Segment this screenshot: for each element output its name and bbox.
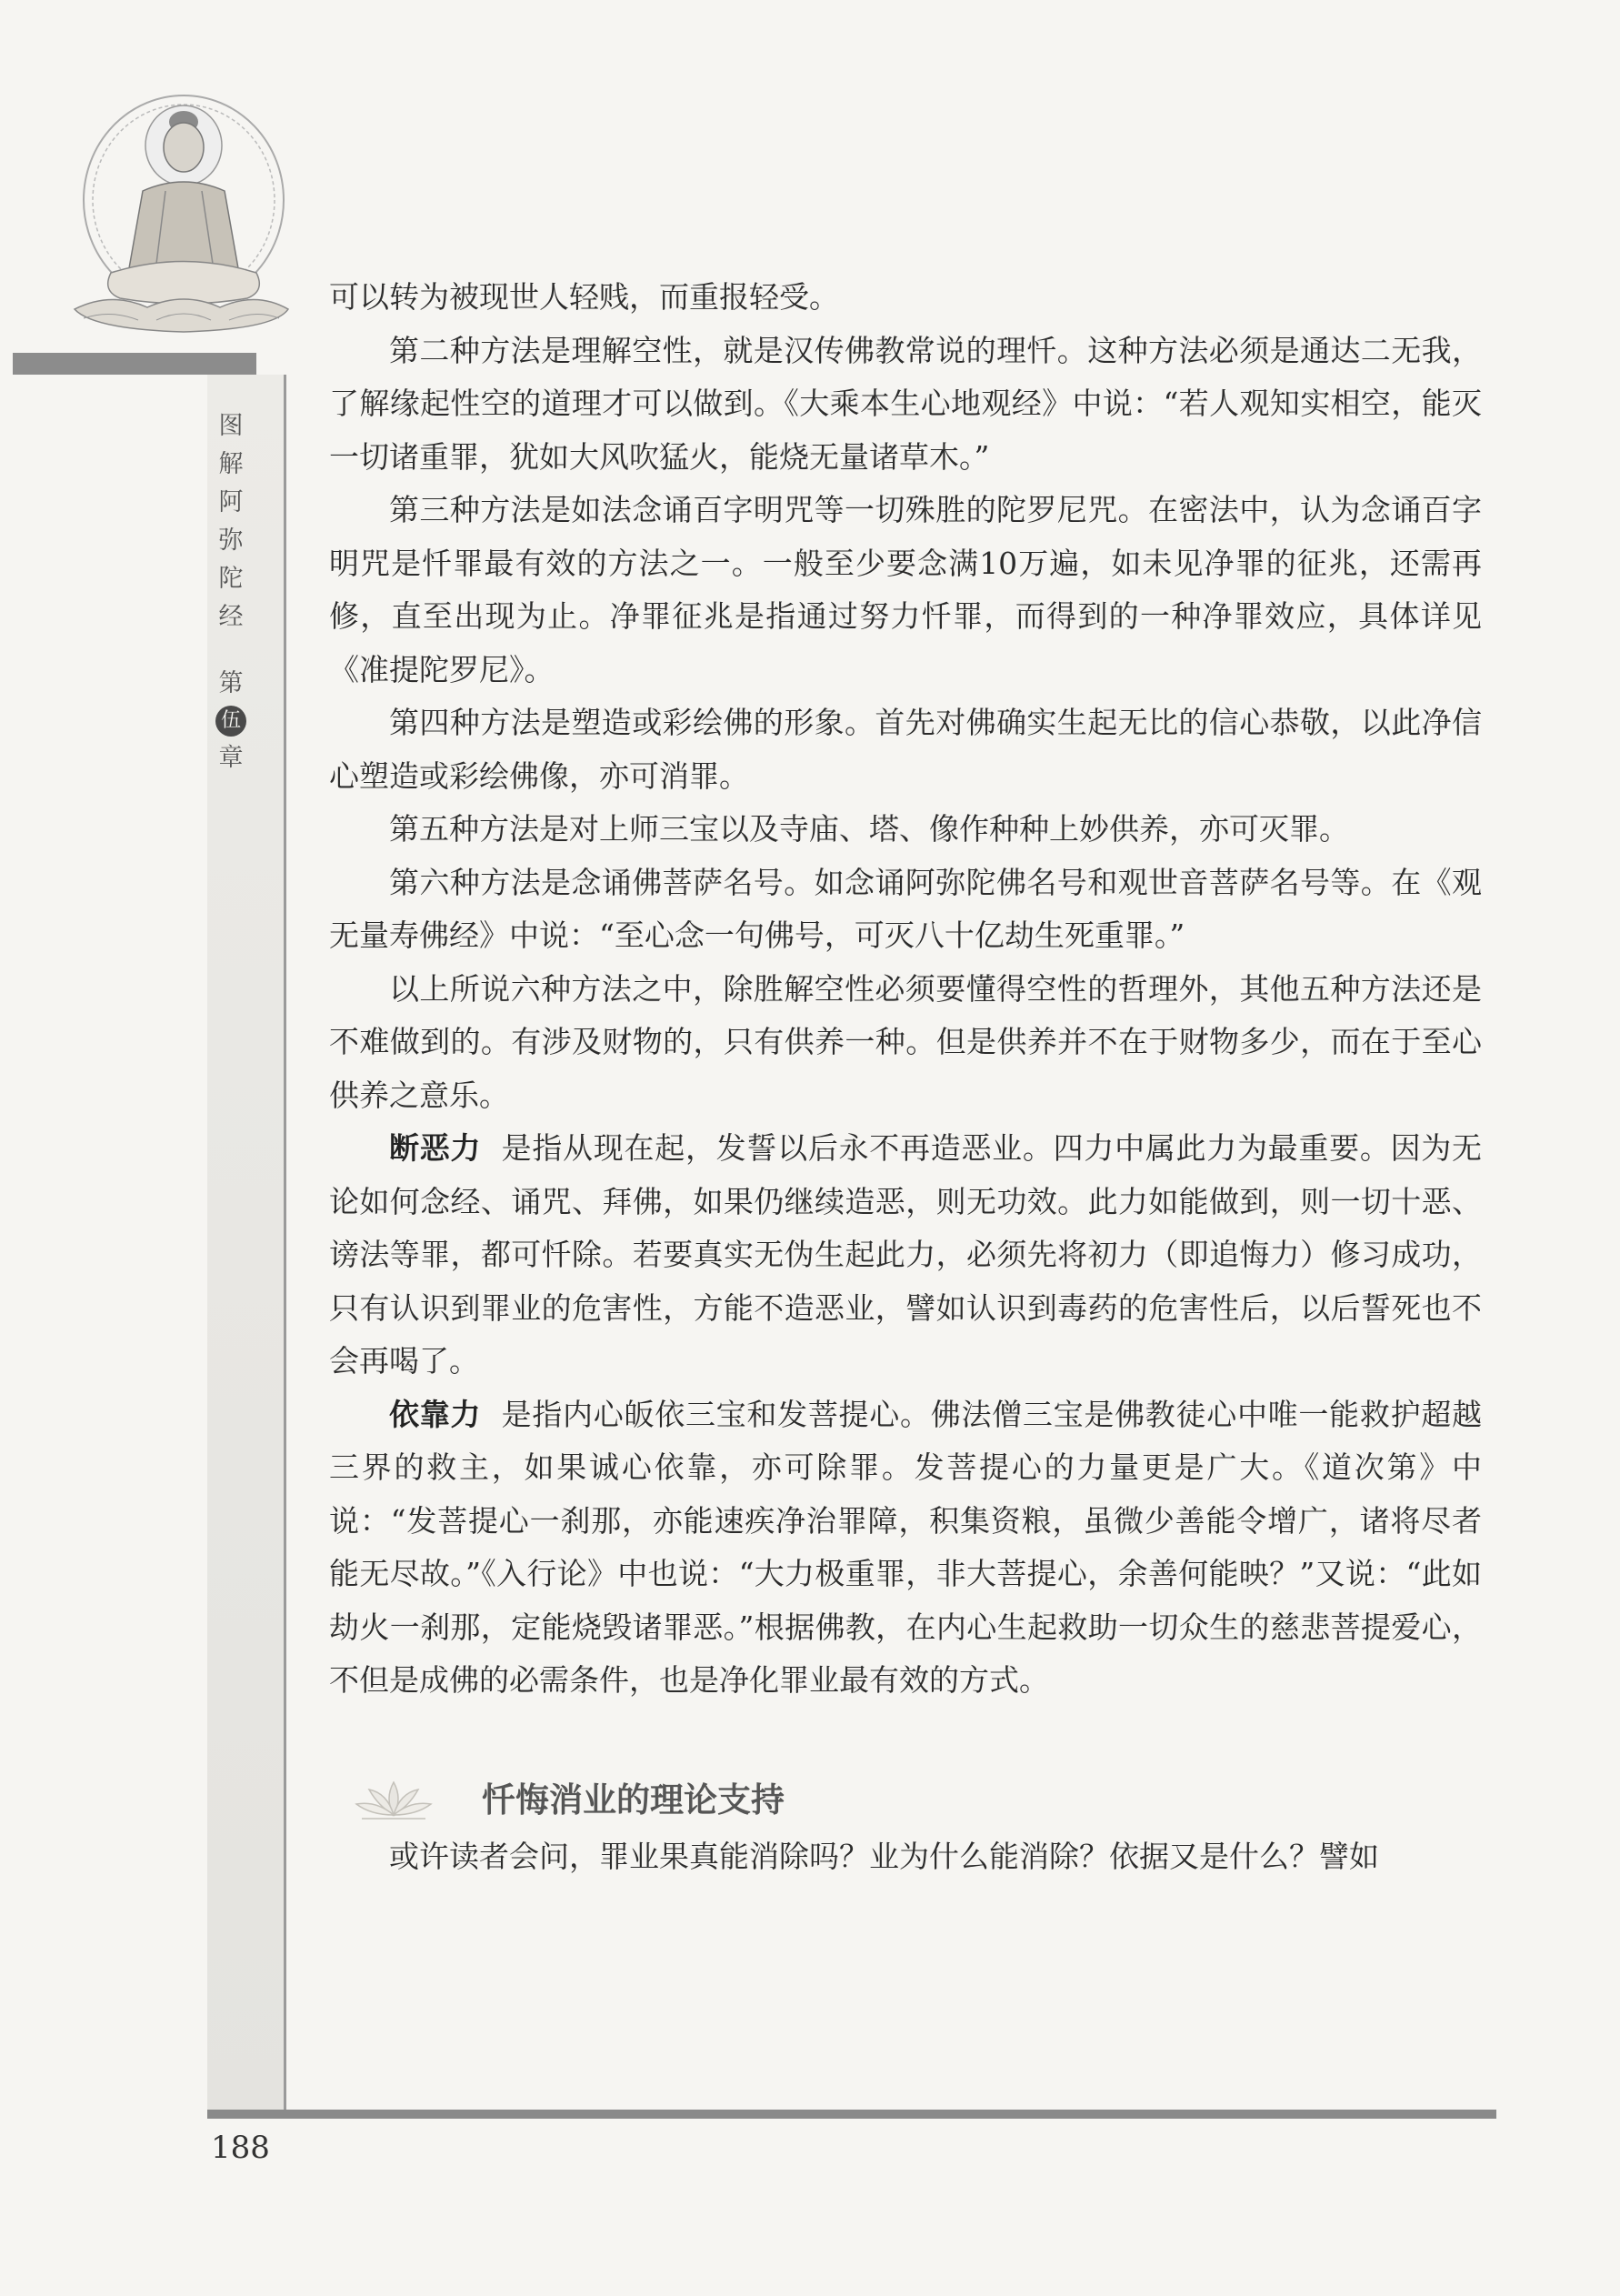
chapter-suffix: 章: [218, 744, 244, 772]
buddha-illustration: [56, 91, 293, 336]
section-header: [353, 1773, 1262, 1828]
chapter-prefix: 第: [218, 669, 244, 697]
section-first-line: 或许读者会问，罪业果真能消除吗？业为什么能消除？依据又是什么？譬如: [389, 1839, 1379, 1874]
paragraph: 第四种方法是塑造或彩绘佛的形象。首先对佛确实生起无比的信心恭敬，以此净信心塑造或彩绘佛像，亦可消罪。: [329, 705, 1482, 794]
paragraph: 第二种方法是理解空性，就是汉传佛教常说的理忏。这种方法必须是通达二无我，了解缘起性空的道理才可以做到。《大乘本生心地观经》中说：“若人观知实相空，能灭一切诸重罪，犹如大风吹猛火，能烧无量诸草木。”: [329, 332, 1482, 475]
paragraph: 第六种方法是念诵佛菩萨名号。如念诵阿弥陀佛名号和观世音菩萨名号等。在《观无量寿佛经》中说：“至心念一句佛号，可灭八十亿劫生死重罪。”: [329, 864, 1482, 953]
page-number: 188: [211, 2130, 270, 2166]
chapter-number-badge: 伍: [215, 706, 246, 737]
sidebar-top-bar: [13, 353, 256, 375]
body-text: [329, 271, 1482, 1708]
lotus-icon: [353, 1773, 435, 1828]
paragraph: 第五种方法是对上师三宝以及寺庙、塔、像作种种上妙供养，亦可灭罪。: [389, 811, 1349, 847]
book-title-vertical: 图 解 阿 弥 陀 经: [218, 412, 244, 631]
force-paragraph: [329, 1122, 1482, 1389]
section-heading: 忏悔消业的理论支持: [482, 1780, 785, 1820]
paragraph: 以上所说六种方法之中，除胜解空性必须要懂得空性的哲理外，其他五种方法还是不难做到的。有涉及财物的，只有供养一种。但是供养并不在于财物多少，而在于至心供养之意乐。: [329, 970, 1482, 1113]
term-label: 断恶力: [389, 1130, 482, 1166]
paragraph: 可以转为被现世人轻贱，而重报轻受。: [329, 279, 839, 315]
term-description: 是指从现在起，发誓以后永不再造恶业。四力中属此力为最重要。因为无论如何念经、诵咒、拜佛，如果仍继续造恶，则无功效。此力如能做到，则一切十恶、谤法等罪，都可忏除。若要真实无伪生起此力，必须先将初力（即追悔力）修习成功，只有认识到罪业的危害性，方能不造恶业，譬如认识到毒药的危害性后，以后誓死也不会再喝了。: [329, 1130, 1483, 1379]
chapter-marker: [213, 666, 249, 777]
term-description: 是指内心皈依三宝和发菩提心。佛法僧三宝是佛教徒心中唯一能救护超越三界的救主，如果诚心依靠，亦可除罪。发菩提心的力量更是广大。《道次第》中说：“发菩提心一刹那，亦能速疾净治罪障，积集资粮，虽微少善能令增广，诸将尽者能无尽故。”《入行论》中也说：“大力极重罪，非大菩提心，余善何能映？”又说：“此如劫火一刹那，定能烧毁诸罪恶。”根据佛教，在内心生起救助一切众生的慈悲菩提爱心，不但是成佛的必需条件，也是净化罪业最有效的方式。: [329, 1396, 1483, 1698]
force-paragraph: [329, 1389, 1482, 1708]
term-label: 依靠力: [389, 1396, 482, 1432]
footer-rule: [207, 2110, 1496, 2119]
paragraph: 第三种方法是如法念诵百字明咒等一切殊胜的陀罗尼咒。在密法中，认为念诵百字明咒是忏罪最有效的方法之一。一般至少要念满10万遍，如未见净罪的征兆，还需再修，直至出现为止。净罪征兆是指通过努力忏罪，而得到的一种净罪效应，具体详见《准提陀罗尼》。: [329, 492, 1482, 687]
